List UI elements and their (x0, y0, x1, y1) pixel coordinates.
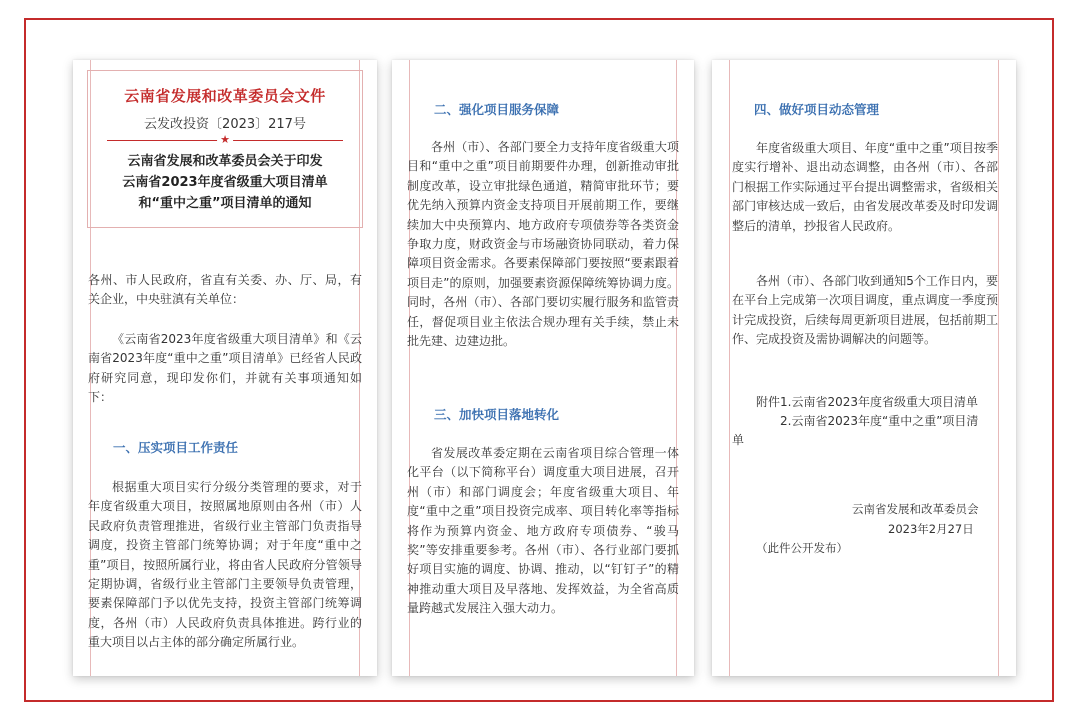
publish-note: （此件公开发布） (756, 541, 848, 555)
section-body: 省发展改革委定期在云南省项目综合管理一体化平台（以下简称平台）调度重大项目进展，召开州（市）和部门调度会；年度省级重大项目、年度“重中之重”项目投资完成率、项目转化率等指标将作为预算内资金、地方政府专项债券、“骏马奖”等安排重要参考。各州（市）、各行业部门要抓好项目实施的调度、协调、推动，以“钉钉子”的精神推动重大项目及早落地、发挥效益，为全省高质量跨越式发展注入强大动力。 (407, 446, 679, 616)
section-heading: 二、强化项目服务保障 (434, 102, 560, 117)
section-body: 根据重大项目实行分级分类管理的要求，对于年度省级重大项目，按照属地原则由各州（市）人民政府负责管理推进，省级行业主管部门负责指导调度，投资主管部门统筹协调；对于年度“重中之重”项目，按照所属行业，将由省人民政府分管领导定期协调，省级行业主管部门主要领导负责管理，要素保障部门予以优先支持，投资主管部门统筹调度，各州（市）人民政府负责具体推进。跨行业的重大项目以占主体的部分确定所属行业。 (88, 480, 362, 650)
notice-title (88, 151, 362, 214)
attachment-1: 附件1.云南省2023年度省级重大项目清单 (756, 395, 978, 409)
document-page-3 (712, 60, 1016, 676)
signature-date: 2023年2月27日 (888, 522, 974, 536)
document-page-2 (392, 60, 694, 676)
section-heading: 一、压实项目工作责任 (113, 440, 239, 455)
document-number: 云发改投资〔2023〕217号 (144, 117, 306, 132)
header-divider (107, 133, 343, 146)
section-body: 各州（市）、各部门收到通知5个工作日内，要在平台上完成第一次项目调度，重点调度一季度预计完成投资，后续每周更新项目进展，包括前期工作、完成投资及需协调解决的问题等。 (732, 274, 998, 347)
section-heading: 四、做好项目动态管理 (754, 102, 880, 117)
recipients-paragraph: 各州、市人民政府，省直有关委、办、厅、局，有关企业，中央驻滇有关单位： (88, 273, 362, 307)
signature-org: 云南省发展和改革委员会 (852, 502, 979, 516)
section-body: 年度省级重大项目、年度“重中之重”项目按季度实行增补、退出动态调整，由各州（市）、各部门根据工作实际通过平台提出调整需求，省级相关部门审核达成一致后，由省发展改革委及时印发调整后的清单，抄报省人民政府。 (732, 141, 998, 233)
section-heading: 三、加快项目落地转化 (434, 407, 560, 422)
page-margin-rule (729, 60, 730, 676)
document-header (87, 70, 363, 228)
section-body: 各州（市）、各部门要全力支持年度省级重大项目和“重中之重”项目前期要件办理，创新推动审批制度改革，设立审批绿色通道，精简审批环节；要优先纳入预算内资金支持项目开展前期工作，要继续加大中央预算内、地方政府专项债券等各类资金争取力度，财政资金与市场融资协同联动，着力保障项目资金需求。各要素保障部门要按照“要素跟着项目走”的原则，加强要素资源保障统筹协调力度。同时，各州（市）、各部门要切实履行服务和监管责任，督促项目业主依法合规办理有关手续，禁止未批先建、边建边批。 (407, 140, 679, 349)
page-margin-rule (998, 60, 999, 676)
star-icon: ★ (217, 133, 233, 147)
attachment-2: 2.云南省2023年度“重中之重”项目清 (780, 414, 979, 428)
attachment-2-continued: 单 (732, 433, 745, 447)
notice-title-line: 和“重中之重”项目清单的通知 (138, 196, 312, 211)
notice-title-line: 云南省2023年度省级重大项目清单 (122, 175, 328, 190)
issuer-title: 云南省发展和改革委员会文件 (124, 87, 326, 105)
notice-title-line: 云南省发展和改革委员会关于印发 (127, 154, 323, 169)
document-page-1 (73, 60, 377, 676)
intro-paragraph: 《云南省2023年度省级重大项目清单》和《云南省2023年度“重中之重”项目清单》已经省人民政府研究同意，现印发你们，并就有关事项通知如下： (88, 332, 362, 405)
